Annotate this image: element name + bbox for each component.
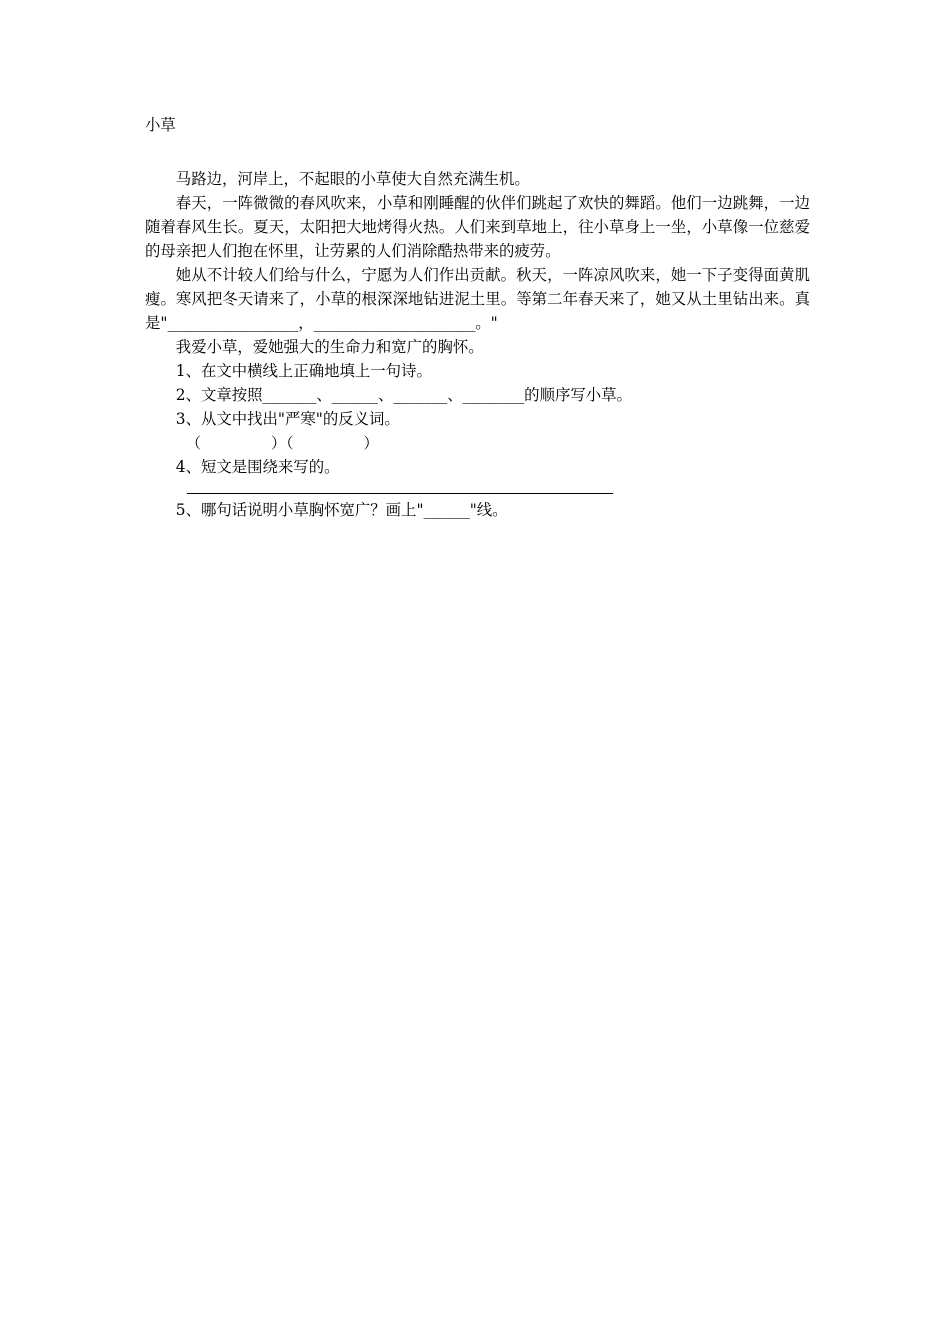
paragraph-1: 马路边，河岸上，不起眼的小草使大自然充满生机。: [175, 170, 530, 188]
question-2: 2、文章按照_______、______、_______、________的顺序写小草。: [175, 386, 632, 404]
paragraph-2: 春天，一阵微微的春风吹来，小草和刚睡醒的伙伴们跳起了欢快的舞蹈。他们一边跳舞，一边随着春风生长。夏天，太阳把大地烤得火热。人们来到草地上，往小草身上一坐，小草像一位慈爱的母亲把人们抱在怀里，让劳累的人们消除酷热带来的疲劳。: [145, 194, 810, 260]
title-spacer: [145, 137, 810, 167]
right-parenthesis: ）: [363, 434, 379, 452]
question-4-answer-line: [187, 483, 613, 494]
paragraph-3: 她从不计较人们给与什么，宁愿为人们作出贡献。秋天，一阵凉风吹来，她一下子变得面黄肌瘦。寒风把冬天请来了，小草的根深深地钻进泥土里。等第二年春天来了，她又从土里钻出来。真是"_________________，_____________________。": [145, 266, 810, 332]
question-3-answer-parentheses: [145, 431, 810, 455]
left-parenthesis: （: [186, 434, 202, 452]
paragraph-4: 我爱小草，爱她强大的生命力和宽广的胸怀。: [175, 338, 484, 356]
question-5: 5、哪句话说明小草胸怀宽广？画上"______"线。: [175, 501, 508, 519]
question-1: 1、在文中横线上正确地填上一句诗。: [175, 362, 432, 380]
question-4: 4、短文是围绕来写的。: [175, 458, 340, 476]
question-3: 3、从文中找出"严寒"的反义词。: [175, 410, 400, 428]
worksheet-page: [145, 113, 810, 522]
document-title: 小草: [145, 116, 176, 134]
middle-parentheses: ）（: [271, 434, 294, 452]
